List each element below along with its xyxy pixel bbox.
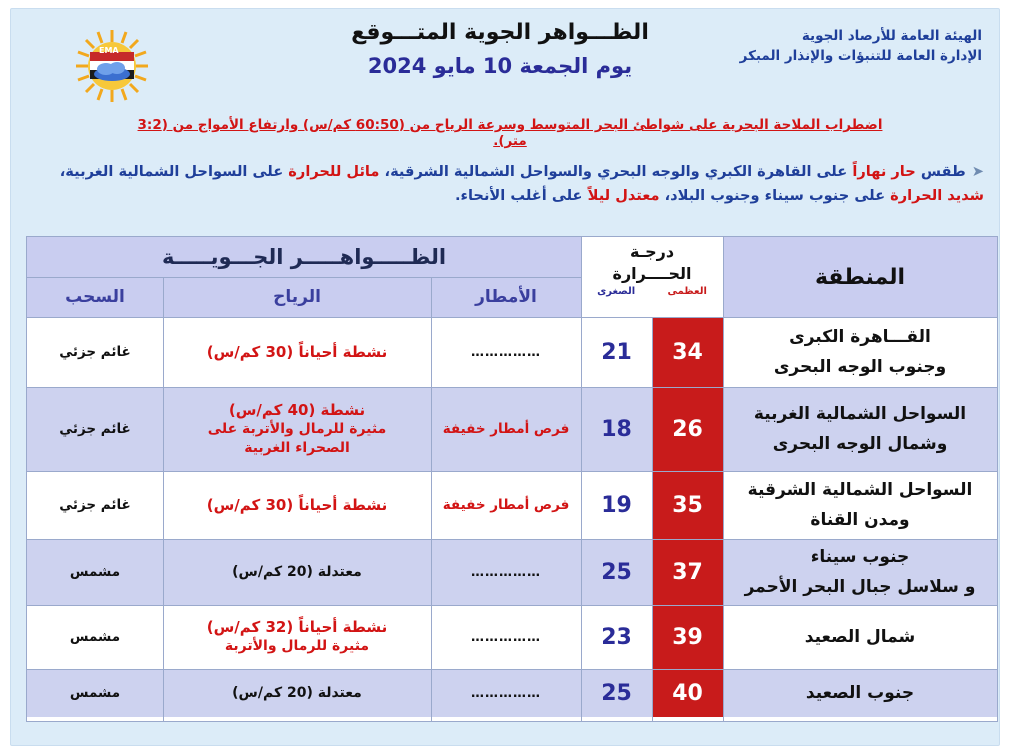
- forecast-warm: مائل للحرارة: [288, 163, 380, 180]
- row-rain: ……………: [431, 539, 581, 605]
- wind-line-2: مثيرة للرمال والأتربة على: [207, 420, 387, 437]
- row-max-temp: 34: [652, 317, 723, 387]
- wind-line-1: نشطة أحياناً (30 كم/س): [206, 495, 388, 514]
- row-max-temp: 26: [652, 387, 723, 471]
- col-header-phenomena: الظـــــواهـــــر الجـــويـــــة: [27, 237, 581, 277]
- row-rain: ……………: [431, 669, 581, 717]
- org-line-2: الإدارة العامة للتنبؤات والإنذار المبكر: [739, 48, 982, 64]
- row-min-temp: 21: [581, 317, 652, 387]
- col-header-min: الصغرى: [597, 286, 636, 297]
- region-line-1: السواحل الشمالية الغربية: [753, 404, 967, 424]
- row-rain: ……………: [431, 317, 581, 387]
- forecast-part-7: على جنوب سيناء وجنوب البلاد،: [659, 187, 891, 204]
- grid-horizontal-line: [27, 605, 997, 606]
- wind-line-1: معتدلة (20 كم/س): [232, 563, 362, 580]
- row-max-temp: 35: [652, 471, 723, 539]
- row-clouds: غائم جزئي: [27, 471, 163, 539]
- forecast-summary: [40, 160, 984, 208]
- col-header-temperature: [581, 237, 723, 317]
- grid-horizontal-line: [27, 387, 997, 388]
- forecast-part-5: على السواحل الشمالية الغربية،: [59, 163, 289, 180]
- bulletin-title: الظـــواهر الجوية المتـــوقع: [351, 20, 649, 45]
- row-rain: فرص أمطار خفيفة: [431, 387, 581, 471]
- forecast-very-hot: شديد الحرارة: [890, 187, 984, 204]
- region-line-1: جنوب الصعيد: [805, 683, 915, 703]
- row-region: [723, 471, 997, 539]
- wind-line-1: نشطة أحياناً (30 كم/س): [206, 342, 388, 361]
- bulletin-date: يوم الجمعة 10 مايو 2024: [367, 54, 633, 78]
- logo-text: EMA: [99, 46, 119, 55]
- row-max-temp: 40: [652, 669, 723, 717]
- col-header-region: المنطقة: [723, 237, 997, 317]
- grid-horizontal-line: [27, 669, 997, 670]
- row-min-temp: 25: [581, 539, 652, 605]
- ema-logo-icon: [76, 30, 148, 102]
- forecast-mild-night: معتدل ليلاً: [587, 187, 660, 204]
- wind-line-2: مثيرة للرمال والأتربة: [224, 638, 370, 654]
- forecast-part-3: على القاهرة الكبري والوجه البحري والسواحل الشمالية الشرقية،: [379, 163, 853, 180]
- row-region: [723, 539, 997, 605]
- row-rain: ……………: [431, 605, 581, 669]
- row-region: [723, 317, 997, 387]
- region-line-2: ومدن القناة: [810, 510, 910, 530]
- region-line-2: وجنوب الوجه البحرى: [773, 357, 947, 377]
- wind-line-3: الصحراء الغربية: [244, 439, 350, 456]
- row-clouds: غائم جزئي: [27, 387, 163, 471]
- organization-name: [740, 26, 982, 66]
- forecast-hot-day: حار نهاراً: [852, 163, 916, 180]
- grid-horizontal-line: [27, 539, 997, 540]
- col-header-wind: الرياح: [163, 277, 431, 317]
- temp-header-line-2: الحــــرارة: [612, 264, 692, 283]
- row-clouds: مشمس: [27, 605, 163, 669]
- org-line-1: الهيئة العامة للأرصاد الجوية: [801, 28, 982, 44]
- row-wind: [163, 471, 431, 539]
- row-wind: [163, 539, 431, 605]
- grid-vertical-line: [431, 277, 432, 721]
- grid-vertical-line: [723, 237, 724, 721]
- row-min-temp: 23: [581, 605, 652, 669]
- grid-vertical-line: [581, 237, 582, 721]
- row-min-temp: 25: [581, 669, 652, 717]
- row-max-temp: 39: [652, 605, 723, 669]
- row-max-temp: 37: [652, 539, 723, 605]
- col-header-clouds: السحب: [27, 277, 163, 317]
- row-wind: [163, 317, 431, 387]
- region-line-1: شمال الصعيد: [804, 627, 916, 647]
- grid-horizontal-line: [27, 277, 581, 278]
- col-header-rain: الأمطار: [431, 277, 581, 317]
- grid-vertical-line: [652, 317, 653, 721]
- marine-alert: اضطراب الملاحة البحرية على شواطئ البحر المتوسط وسرعة الرياح من (60:50 كم/س) وارتفاع الأمواج من (3:2 متر).: [137, 117, 883, 149]
- region-line-1: السواحل الشمالية الشرقية: [747, 480, 973, 500]
- region-line-1: جنوب سيناء: [810, 547, 910, 567]
- chevron-bullet-icon: ➤: [971, 163, 984, 180]
- row-clouds: غائم جزئي: [27, 317, 163, 387]
- wind-line-1: نشطة أحياناً (32 كم/س): [206, 618, 388, 636]
- row-clouds: مشمس: [27, 539, 163, 605]
- row-wind: [163, 605, 431, 669]
- temp-header-line-1: درجـة: [629, 242, 675, 261]
- forecast-part-9: على أغلب الأنحاء.: [454, 187, 588, 204]
- grid-vertical-line: [163, 277, 164, 721]
- row-rain: فرص أمطار خفيفة: [431, 471, 581, 539]
- wind-line-1: نشطة (40 كم/س): [228, 400, 366, 419]
- region-line-2: وشمال الوجه البحرى: [772, 434, 948, 454]
- wind-line-1: معتدلة (20 كم/س): [232, 684, 362, 701]
- row-min-temp: 18: [581, 387, 652, 471]
- row-wind: [163, 387, 431, 471]
- region-line-2: و سلاسل جبال البحر الأحمر: [744, 577, 976, 597]
- grid-horizontal-line: [27, 317, 997, 318]
- row-clouds: مشمس: [27, 669, 163, 717]
- forecast-part-1: طقس: [915, 163, 966, 180]
- col-header-max: العظمى: [667, 286, 707, 297]
- row-min-temp: 19: [581, 471, 652, 539]
- row-wind: [163, 669, 431, 717]
- row-region: [723, 605, 997, 669]
- row-region: [723, 387, 997, 471]
- grid-horizontal-line: [27, 471, 997, 472]
- row-region: [723, 669, 997, 717]
- weather-table: [26, 236, 998, 722]
- region-line-1: القـــاهرة الكبرى: [789, 327, 931, 347]
